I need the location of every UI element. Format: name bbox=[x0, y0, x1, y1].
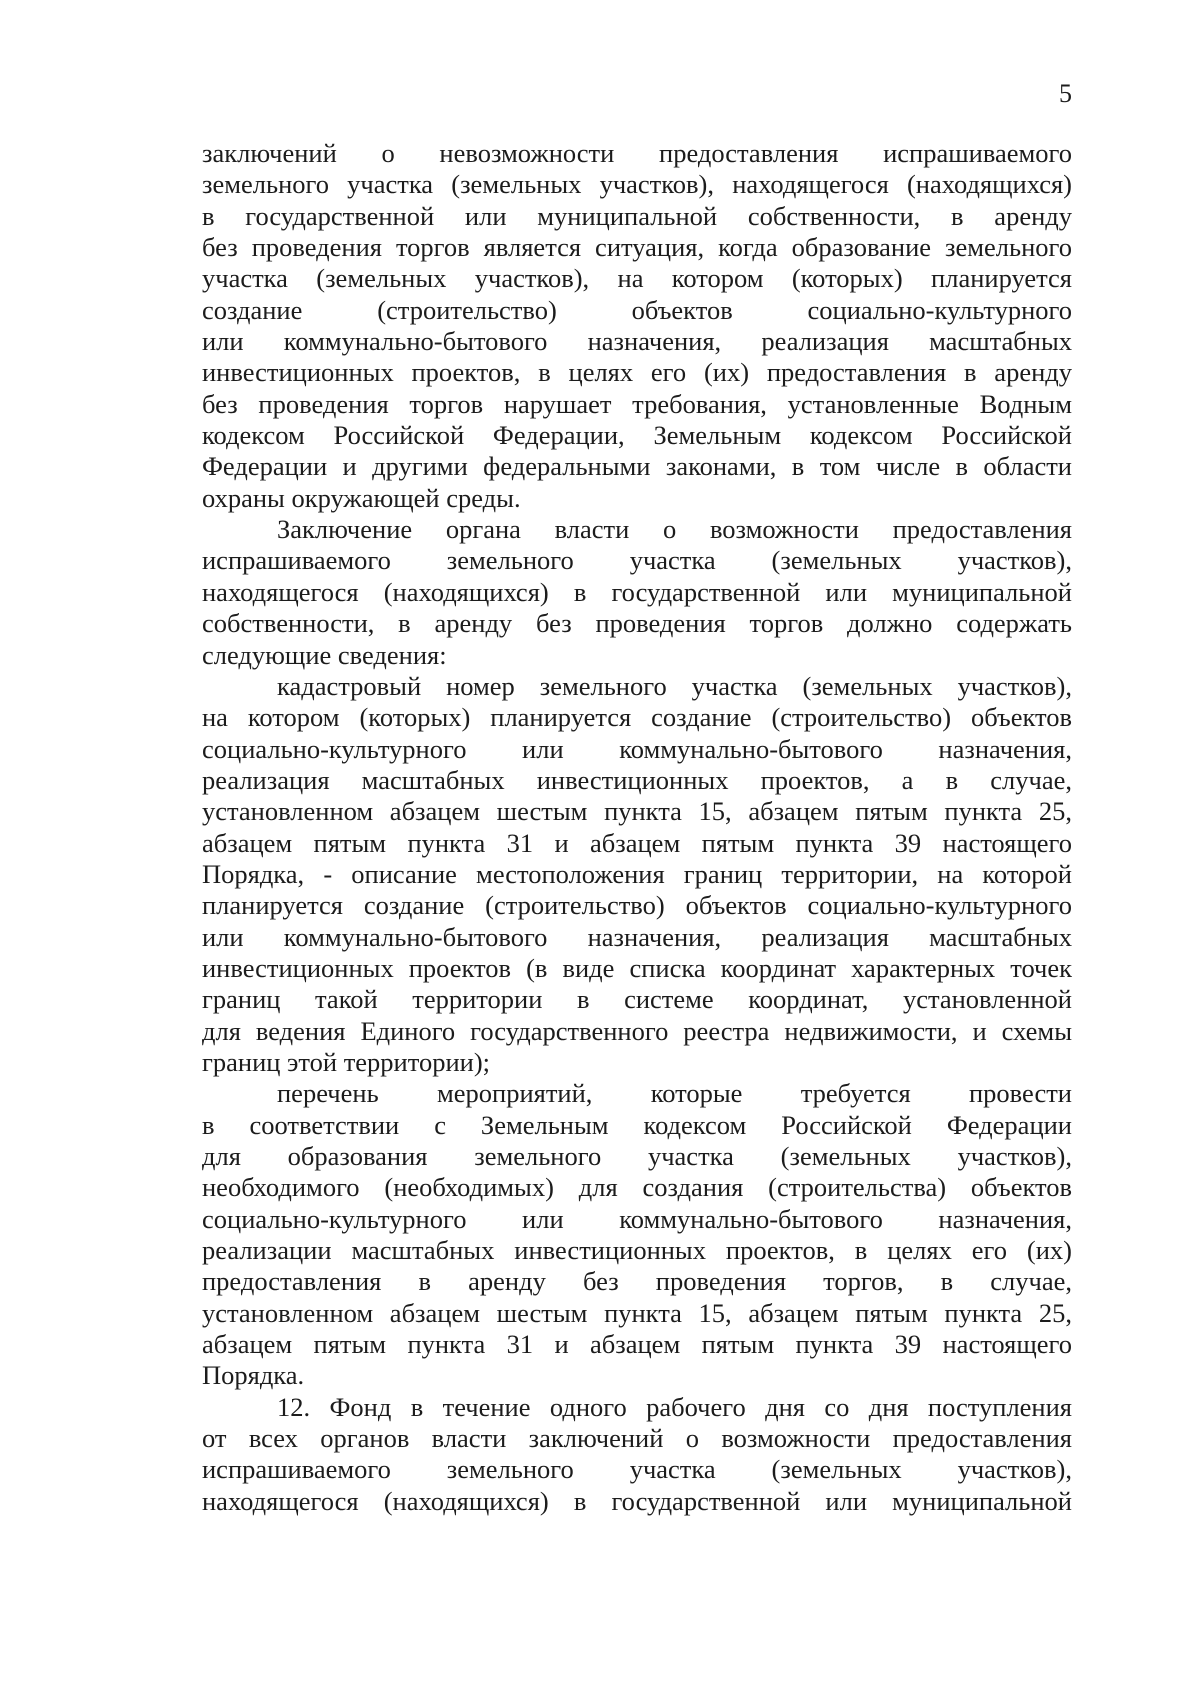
text-line: без проведения торгов является ситуация, когда образование земельного bbox=[202, 232, 1072, 263]
text-line: для ведения Единого государственного реестра недвижимости, и схемы bbox=[202, 1015, 1072, 1046]
text-line: без проведения торгов нарушает требования, установленные Водным bbox=[202, 388, 1072, 419]
text-line: Заключение органа власти о возможности предоставления bbox=[277, 514, 1072, 545]
text-line: установленном абзацем шестым пункта 15, абзацем пятым пункта 25, bbox=[202, 796, 1072, 827]
text-line: перечень мероприятий, которые требуется провести bbox=[277, 1078, 1072, 1109]
text-line: следующие сведения: bbox=[202, 639, 447, 670]
paragraph-refusal-grounds bbox=[202, 138, 1072, 514]
text-line: кодексом Российской Федерации, Земельным кодексом Российской bbox=[202, 420, 1072, 451]
text-line: в соответствии с Земельным кодексом Российской Федерации bbox=[202, 1109, 1072, 1140]
text-line: реализация масштабных инвестиционных проектов, а в случае, bbox=[202, 764, 1072, 795]
text-line: создание (строительство) объектов социально-культурного bbox=[202, 294, 1072, 325]
text-line: абзацем пятым пункта 31 и абзацем пятым пункта 39 настоящего bbox=[202, 827, 1072, 858]
text-line: абзацем пятым пункта 31 и абзацем пятым пункта 39 настоящего bbox=[202, 1329, 1072, 1360]
paragraph-item-12 bbox=[202, 1392, 1072, 1517]
text-line: в государственной или муниципальной собственности, в аренду bbox=[202, 200, 1072, 231]
text-line: инвестиционных проектов (в виде списка координат характерных точек bbox=[202, 952, 1072, 983]
text-line: или коммунально-бытового назначения, реализация масштабных bbox=[202, 921, 1072, 952]
text-line: предоставления в аренду без проведения торгов, в случае, bbox=[202, 1266, 1072, 1297]
text-line: планируется создание (строительство) объектов социально-культурного bbox=[202, 890, 1072, 921]
text-line: инвестиционных проектов, в целях его (их) предоставления в аренду bbox=[202, 357, 1072, 388]
text-line: границ такой территории в системе координат, установленной bbox=[202, 984, 1072, 1015]
text-line: для образования земельного участка (земельных участков), bbox=[202, 1141, 1072, 1171]
text-line: собственности, в аренду без проведения торгов должно содержать bbox=[202, 608, 1072, 639]
text-line: или коммунально-бытового назначения, реализация масштабных bbox=[202, 326, 1072, 357]
text-line: кадастровый номер земельного участка (земельных участков), bbox=[277, 670, 1072, 701]
text-line: земельного участка (земельных участков), находящегося (находящихся) bbox=[202, 169, 1072, 200]
text-line: испрашиваемого земельного участка (земельных участков), bbox=[202, 545, 1072, 576]
paragraph-cadastral-number bbox=[202, 671, 1072, 1078]
document-body bbox=[202, 138, 1072, 1517]
text-line: охраны окружающей среды. bbox=[202, 482, 521, 513]
text-line: реализации масштабных инвестиционных проектов, в целях его (их) bbox=[202, 1235, 1072, 1266]
text-line: необходимого (необходимых) для создания (строительства) объектов bbox=[202, 1172, 1072, 1203]
text-line: находящегося (находящихся) в государственной или муниципальной bbox=[202, 576, 1072, 607]
text-line: социально-культурного или коммунально-бытового назначения, bbox=[202, 1203, 1072, 1234]
text-line: Порядка, - описание местоположения границ территории, на которой bbox=[202, 858, 1072, 889]
text-line: на котором (которых) планируется создание (строительство) объектов bbox=[202, 702, 1072, 733]
text-line: Федерации и другими федеральными законами, в том числе в области bbox=[202, 451, 1072, 482]
page-number: 5 bbox=[1059, 79, 1072, 108]
text-line: Порядка. bbox=[202, 1360, 305, 1391]
text-line: участка (земельных участков), на котором (которых) планируется bbox=[202, 263, 1072, 294]
paragraph-measures-list bbox=[202, 1078, 1072, 1391]
text-line: заключений о невозможности предоставления испрашиваемого bbox=[202, 138, 1072, 168]
text-line: социально-культурного или коммунально-бытового назначения, bbox=[202, 733, 1072, 764]
text-line: от всех органов власти заключений о возможности предоставления bbox=[202, 1423, 1072, 1454]
paragraph-conclusion-content bbox=[202, 514, 1072, 671]
text-line: установленном абзацем шестым пункта 15, абзацем пятым пункта 25, bbox=[202, 1297, 1072, 1328]
text-line: испрашиваемого земельного участка (земельных участков), bbox=[202, 1454, 1072, 1485]
text-line: 12. Фонд в течение одного рабочего дня со дня поступления bbox=[277, 1391, 1072, 1422]
text-line: границ этой территории); bbox=[202, 1046, 491, 1077]
text-line: находящегося (находящихся) в государственной или муниципальной bbox=[202, 1485, 1072, 1516]
